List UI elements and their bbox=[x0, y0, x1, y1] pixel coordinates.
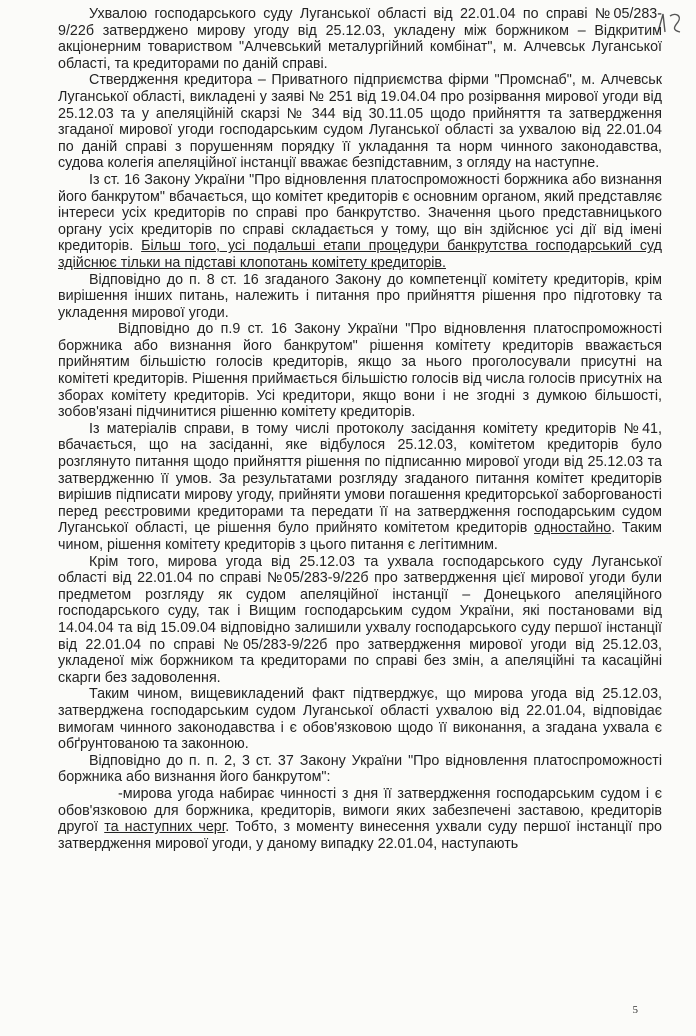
underlined-text: Більш того, усі подальші етапи процедури банкрутства господарський суд здійснює тільки на підставі клопотань комітету кредиторів. bbox=[58, 238, 662, 271]
paragraph-6 bbox=[58, 421, 662, 554]
paragraph-2 bbox=[58, 72, 662, 172]
paragraph-text: Із матеріалів справи, в тому числі протоколу засідання комітету кредиторів №41, вбачається, що на засіданні, яке відбулося 25.12.03, комітетом кредиторів було розглянуто питання щодо прийняття рішення по підписанню мирової угоди від 25.12.03 та затвердженню її умов. За результатами розгляду згаданого питання комітет кредиторів вирішив підписати мирову угоду, прийняти умови погашення кредиторської заборгованості перед реєстровими кредиторами та передати її на затвердження господарським судом Луганської області, це рішення було прийнято комітетом кредиторів bbox=[58, 420, 662, 537]
page-number: 5 bbox=[632, 1004, 638, 1016]
document-body bbox=[58, 6, 662, 852]
paragraph-text: -мирова угода набирає чинності з дня її затвердження господарським судом і є обов'язковою для боржника, кредиторів, вимоги яких забезпечені заставою, кредиторів другої bbox=[58, 785, 662, 836]
paragraph-text: Крім того, мирова угода від 25.12.03 та ухвала господарського суду Луганської області від 22.01.04 по справі №05/283-9/22б про затвердження цієї мирової угоди були предметом розгляду як судом апеляційної інстанції – Донецького апеляційного господарського суду, так і Вищим господарським судом України, які постановами від 14.04.04 та від 15.09.04 відповідно залишили ухвалу господарського суду першої інстанції від 22.01.04 по справі №05/283-9/22б про затвердження мирової угоди від 25.12.03, укладеної між боржником та кредиторами по справі без змін, а апеляційні та касаційні скарги без задоволення. bbox=[58, 553, 662, 686]
paragraph-7 bbox=[58, 554, 662, 687]
paragraph-3 bbox=[58, 172, 662, 272]
paragraph-8 bbox=[58, 686, 662, 752]
underlined-text: та наступних черг bbox=[104, 819, 226, 836]
paragraph-9 bbox=[58, 753, 662, 786]
paragraph-text: . Таким чином, рішення комітету кредиторів з цього питання є легітимним. bbox=[58, 520, 662, 553]
paragraph-text: Відповідно до п. п. 2, 3 ст. 37 Закону України "Про відновлення платоспроможності боржника або визнання його банкрутом": bbox=[58, 752, 662, 786]
paragraph-text: Відповідно до п. 8 ст. 16 згаданого Закону до компетенції комітету кредиторів, крім вирішення інших питань, належить і питання про прийняття рішення про підготовку та укладення мирової угоди. bbox=[58, 271, 662, 321]
paragraph-text: Ухвалою господарського суду Луганської області від 22.01.04 по справі №05/283-9/22б затверджено мирову угоду від 25.12.03, укладену між боржником – Відкритим акціонерним товариством "Алчевський металургійний комбінат", м. Алчевськ Луганської області, та кредиторами по даній справі. bbox=[58, 6, 662, 72]
paragraph-text: Відповідно до п.9 ст. 16 Закону України "Про відновлення платоспроможності боржника або визнання його банкрутом" рішення комітету кредиторів вважається прийнятим більшістю голосів кредиторів, якщо за нього проголосували присутні на комітеті кредиторів. Рішення приймається більшістю голосів від числа голосів присутніх на зборах комітету кредиторів. Усі кредитори, якщо вони і не згодні з думкою більшості, зобов'язані підчинитися рішенню комітету кредиторів. bbox=[58, 321, 662, 421]
paragraph-text: Із ст. 16 Закону України "Про відновлення платоспроможності боржника або визнання його банкрутом" вбачається, що комітет кредиторів є основним органом, який представляє інтереси усіх кредиторів по справі про банкрутство. Значення цього представницького органу усіх кредиторів по справі складається у тому, що він здійснює усі дії від імені кредиторів. bbox=[58, 171, 662, 255]
paragraph-4 bbox=[58, 272, 662, 322]
paragraph-5 bbox=[58, 321, 662, 421]
paragraph-text: Ствердження кредитора – Приватного підприємства фірми "Промснаб", м. Алчевськ Луганської області, викладені у заяві № 251 від 19.04.04 про розірвання мирової угоди від 25.12.03 та у апеляційній скарзі № 344 від 30.11.05 щодо прийняття та затвердження згаданої мирової угоди господарським судом Луганської області за ухвалою від 22.01.04 по даній справі з порушенням порядку її укладання та норм чинного законодавства, судова колегія апеляційної інстанції вважає безпідставним, з огляду на наступне. bbox=[58, 72, 662, 172]
underlined-text: одностайно bbox=[534, 520, 612, 537]
paragraph-1 bbox=[58, 6, 662, 72]
paragraph-10 bbox=[58, 786, 662, 852]
paragraph-text: . Тобто, з моменту винесення ухвали суду першої інстанції про затвердження мирової угоди, у даному випадку 22.01.04, наступають bbox=[58, 819, 663, 852]
paragraph-text: Таким чином, вищевикладений факт підтверджує, що мирова угода від 25.12.03, затверджена господарським судом Луганської області ухвалою від 22.01.04, відповідає вимогам чинного законодавства і є обов'язковою щодо її виконання, а згадана ухвала є обґрунтованою та законною. bbox=[58, 686, 662, 753]
